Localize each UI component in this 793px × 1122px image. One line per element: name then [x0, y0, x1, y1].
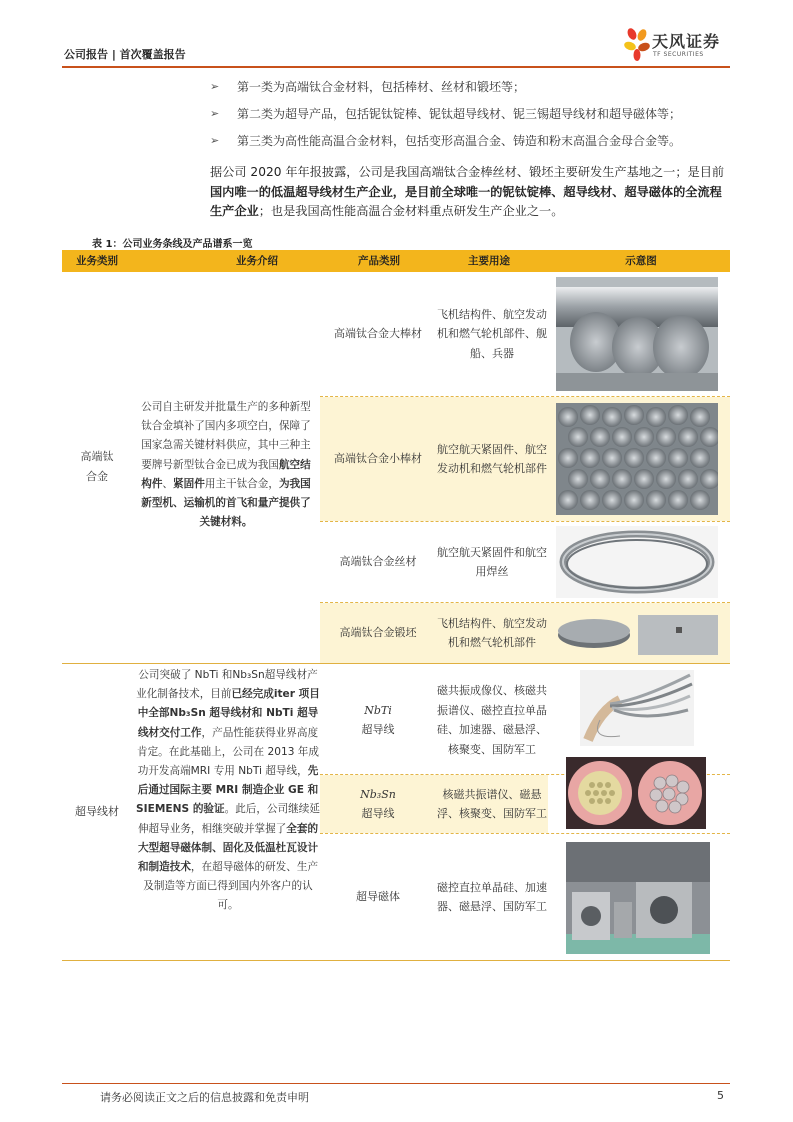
header-cell-category: 业务类别 — [76, 255, 118, 267]
list-item: ➢ 第三类为高性能高温合金材料，包括变形高温合金、铸造和粉末高温合金母合金等。 — [210, 134, 682, 148]
product-cell: 超导磁体 — [356, 890, 400, 904]
report-type-title: 公司报告 | 首次覆盖报告 — [64, 48, 186, 61]
list-item: ➢ 第一类为高端钛合金材料，包括棒材、丝材和锻坯等； — [210, 80, 526, 94]
usage-cell: 飞机结构件、航空发动机和燃气轮机部件 — [437, 616, 547, 649]
logo-en-text: TF SECURITIES — [653, 51, 704, 58]
header-divider — [62, 66, 730, 68]
usage-cell: 飞机结构件、航空发动机和燃气轮机部件、舰船、兵器 — [437, 307, 547, 360]
titanium-forging-photo — [556, 613, 718, 655]
superconducting-magnet-photo — [566, 842, 710, 954]
disclaimer-text: 请务必阅读正文之后的信息披露和免责申明 — [100, 1091, 309, 1104]
category-cell: 超导线材 — [75, 805, 119, 819]
table-caption: 表 1：公司业务条线及产品谱系一览 — [92, 239, 253, 250]
product-formula: NbTi — [364, 703, 392, 717]
nb3sn-cross-section-photo — [566, 757, 706, 829]
arrow-bullet-icon: ➢ — [210, 134, 220, 147]
footer-divider — [62, 1083, 730, 1084]
titanium-small-bar-photo — [556, 403, 718, 515]
business-intro-cell: 公司自主研发并批量生产的多种新型钛合金填补了国内多项空白，保障了国家急需关键材料供应，其中三种主要牌号新型钛合金已成为我国航空结构件、紧固件用主干钛合金，为我国新型机、运输机的首飞和量产提供了关键材料。 — [141, 401, 311, 529]
arrow-bullet-icon: ➢ — [210, 80, 220, 93]
usage-cell: 磁共振成像仪、核磁共振谱仪、磁控直拉单晶硅、加速器、磁悬浮、核聚变、国防军工 — [437, 684, 547, 756]
table-header — [62, 250, 730, 272]
product-cell: 高端钛合金锻坯 — [339, 626, 417, 640]
product-cell: Nb₃Sn 超导线 — [320, 775, 436, 833]
header-cell-usage: 主要用途 — [468, 255, 510, 267]
category-cell: 高端钛合金 — [80, 450, 114, 483]
table-bottom-border — [62, 960, 730, 961]
product-formula: Nb₃Sn — [360, 787, 396, 801]
section-divider — [62, 663, 730, 664]
usage-cell: 核磁共振谱仪、磁悬浮、核聚变、国防军工 — [437, 787, 547, 820]
header-cell-product: 产品类别 — [358, 255, 400, 267]
usage-cell: 磁控直拉单晶硅、加速器、磁悬浮、国防军工 — [437, 880, 547, 913]
logo-cn-text: 天风证券 — [652, 32, 721, 51]
page-number: 5 — [717, 1089, 724, 1102]
company-logo — [622, 26, 732, 66]
titanium-wire-coil-photo — [556, 526, 718, 598]
business-intro-cell: 公司突破了 NbTi 和Nb₃Sn超导线材产业化制备技术，目前已经完成iter 项目中全部Nb₃Sn 超导线材和 NbTi 超导线材交付工作，产品性能获得业界高度肯定。在此基础上，公司在 2013 年成功开发高端MRI 专用 NbTi 超导线，先后通过国际主要 MRI 制造企业 GE 和SIEMENS 的验证。此后，公司继续延伸超导业务，相继突破并掌握了全套的大型超导磁体制、固化及低温杜瓦设计和制造技术，在超导磁体的研发、生产及制造等方面已得到国内外客户的认可。 — [136, 669, 320, 912]
product-cell: 高端钛合金大棒材 — [334, 327, 422, 341]
arrow-bullet-icon: ➢ — [210, 107, 220, 120]
product-cell: 高端钛合金小棒材 — [334, 452, 422, 466]
logo-flower-icon — [622, 26, 652, 64]
product-cell: NbTi 超导线 — [320, 666, 436, 774]
product-category-list — [210, 78, 730, 159]
header-cell-image: 示意图 — [625, 255, 657, 267]
nbti-wire-photo — [580, 670, 694, 746]
product-cell: 高端钛合金丝材 — [339, 555, 417, 569]
usage-cell: 航空航天紧固件、航空发动机和燃气轮机部件 — [437, 442, 547, 475]
titanium-large-bar-photo — [556, 277, 718, 391]
usage-cell: 航空航天紧固件和航空用焊丝 — [437, 545, 547, 578]
list-item: ➢ 第二类为超导产品，包括铌钛锭棒、铌钛超导线材、铌三锡超导线材和超导磁体等； — [210, 107, 682, 121]
company-summary-paragraph: 据公司 2020 年年报披露，公司是我国高端钛合金棒丝材、锻坯主要研发生产基地之一；是目前国内唯一的低温超导线材生产企业，是目前全球唯一的铌钛锭棒、超导线材、超导磁体的全流程生产企业；也是我国高性能高温合金材料重点研发生产企业之一。 — [210, 165, 725, 218]
header-cell-intro: 业务介绍 — [236, 255, 278, 267]
